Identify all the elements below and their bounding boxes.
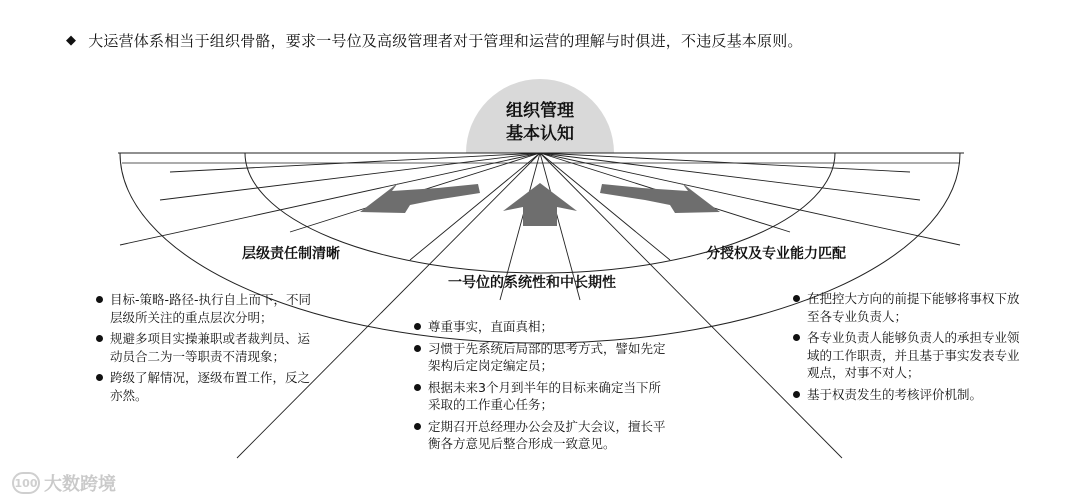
left-section-title: 层级责任制清晰 bbox=[242, 246, 340, 262]
center-title bbox=[490, 100, 590, 146]
headline-text: 大运营体系相当于组织骨骼，要求一号位及高级管理者对于管理和运营的理解与时俱进，不违反基本原则。 bbox=[88, 32, 803, 50]
watermark-logo-icon: 100 bbox=[12, 472, 40, 494]
list-item: 尊重事实，直面真相； bbox=[414, 318, 666, 336]
watermark bbox=[12, 470, 116, 496]
center-title-line2: 基本认知 bbox=[506, 124, 574, 144]
left-bullet-list bbox=[96, 291, 318, 408]
center-title-line1: 组织管理 bbox=[506, 101, 574, 121]
watermark-text: 大数跨境 bbox=[44, 474, 116, 495]
list-item: 根据未来3个月到半年的目标来确定当下所采取的工作重心任务； bbox=[414, 379, 666, 414]
list-item: 规避多项目实操兼职或者裁判员、运动员合二为一等职责不清现象； bbox=[96, 330, 318, 365]
right-arrow bbox=[600, 183, 720, 213]
right-section-title: 分授权及专业能力匹配 bbox=[706, 246, 846, 262]
middle-bullet-list bbox=[414, 318, 666, 457]
list-item: 目标-策略-路径-执行自上而下，不同层级所关注的重点层次分明； bbox=[96, 291, 318, 326]
list-item: 定期召开总经理办公会及扩大会议，擅长平衡各方意见后整合形成一致意见。 bbox=[414, 418, 666, 453]
diamond-bullet-icon: ◆ bbox=[66, 33, 77, 48]
left-arrow bbox=[360, 183, 480, 213]
list-item: 各专业负责人能够负责人的承担专业领域的工作职责，并且基于事实发表专业观点，对事不对人； bbox=[793, 329, 1023, 382]
list-item: 基于权责发生的考核评价机制。 bbox=[793, 386, 1023, 404]
list-item: 跨级了解情况，逐级布置工作，反之亦然。 bbox=[96, 369, 318, 404]
center-arrow bbox=[503, 183, 577, 226]
middle-section-title: 一号位的系统性和中长期性 bbox=[448, 275, 616, 291]
right-bullet-list bbox=[793, 290, 1023, 407]
list-item: 习惯于先系统后局部的思考方式，譬如先定架构后定岗定编定员； bbox=[414, 340, 666, 375]
list-item: 在把控大方向的前提下能够将事权下放至各专业负责人； bbox=[793, 290, 1023, 325]
